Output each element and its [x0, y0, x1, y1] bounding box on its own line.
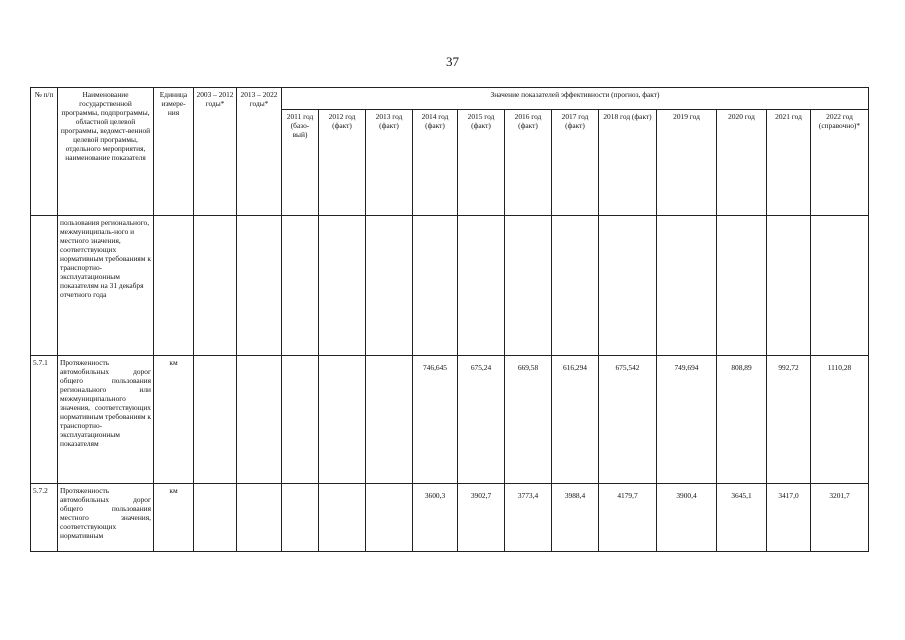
indicators-table [30, 87, 869, 552]
table-cell [31, 216, 58, 356]
header-year: 2013 год (факт) [366, 110, 413, 216]
value-cell: 616,294 [552, 356, 599, 484]
table-cell [282, 216, 319, 356]
row-number: 5.7.2 [31, 484, 58, 552]
header-period-2013-2022: 2013 – 2022 годы* [237, 88, 282, 216]
value-cell: 1110,28 [811, 356, 869, 484]
value-cell: 746,645 [413, 356, 458, 484]
value-cell [366, 356, 413, 484]
value-cell [319, 356, 366, 484]
page-number: 37 [446, 54, 459, 69]
table-cell [599, 216, 657, 356]
table-cell [194, 356, 237, 484]
table-cell [552, 216, 599, 356]
table-cell [717, 216, 767, 356]
value-cell: 3417,0 [767, 484, 811, 552]
header-num: № п/п [31, 88, 58, 216]
value-cell: 3645,1 [717, 484, 767, 552]
row-name: Протяженность автомобильных дорог общего пользования регионального или межмуниципального значения, соответствующих нормативным требованиям к транспортно-эксплуатационным показателям [58, 356, 154, 484]
continuation-name: пользования регионального, межмуниципаль-ного и местного значения, соответствующих нормативным требованиям к транспортно-эксплуатационным показателям на 31 декабря отчетного года [58, 216, 154, 356]
row-name: Протяженность автомобильных дорог общего пользования местного значения, соответствующих нормативным [58, 484, 154, 552]
header-year: 2015 год (факт) [458, 110, 505, 216]
row-unit: км [154, 356, 194, 484]
header-year: 2018 год (факт) [599, 110, 657, 216]
value-cell: 3600,3 [413, 484, 458, 552]
value-cell: 675,24 [458, 356, 505, 484]
table-row [31, 484, 869, 552]
header-year: 2016 год (факт) [505, 110, 552, 216]
value-cell: 3902,7 [458, 484, 505, 552]
value-cell [319, 484, 366, 552]
table-cell [811, 216, 869, 356]
header-year: 2014 год (факт) [413, 110, 458, 216]
table-cell [413, 216, 458, 356]
table-cell [237, 216, 282, 356]
value-cell: 992,72 [767, 356, 811, 484]
table-cell [505, 216, 552, 356]
header-period-2003-2012: 2003 – 2012 годы* [194, 88, 237, 216]
header-year: 2017 год (факт) [552, 110, 599, 216]
header-indicator-group: Значение показателей эффективности (прогноз, факт) [282, 88, 869, 110]
table-cell [366, 216, 413, 356]
header-year: 2021 год [767, 110, 811, 216]
table-row [31, 356, 869, 484]
table-cell [237, 356, 282, 484]
row-unit: км [154, 484, 194, 552]
table-cell [237, 484, 282, 552]
header-year: 2020 год [717, 110, 767, 216]
header-name: Наименование государственной программы, подпрограммы, областной целевой программы, ведомст-венной целевой программы, отдельного мероприятия, наименование показателя [58, 88, 154, 216]
value-cell: 3988,4 [552, 484, 599, 552]
table-cell [458, 216, 505, 356]
value-cell: 3773,4 [505, 484, 552, 552]
header-year: 2011 год (базо-вый) [282, 110, 319, 216]
table-cell [154, 216, 194, 356]
value-cell: 808,89 [717, 356, 767, 484]
value-cell: 669,58 [505, 356, 552, 484]
value-cell: 675,542 [599, 356, 657, 484]
value-cell: 3201,7 [811, 484, 869, 552]
continuation-row [31, 216, 869, 356]
row-number: 5.7.1 [31, 356, 58, 484]
table-cell [194, 216, 237, 356]
value-cell [282, 484, 319, 552]
table-cell [657, 216, 717, 356]
header-year: 2019 год [657, 110, 717, 216]
table-cell [319, 216, 366, 356]
table-cell [194, 484, 237, 552]
header-unit: Единица измере-ния [154, 88, 194, 216]
header-row-1 [31, 88, 869, 110]
value-cell [366, 484, 413, 552]
value-cell: 3900,4 [657, 484, 717, 552]
table-cell [767, 216, 811, 356]
value-cell: 4179,7 [599, 484, 657, 552]
value-cell [282, 356, 319, 484]
header-year: 2022 год (справочно)* [811, 110, 869, 216]
value-cell: 749,694 [657, 356, 717, 484]
header-year: 2012 год (факт) [319, 110, 366, 216]
